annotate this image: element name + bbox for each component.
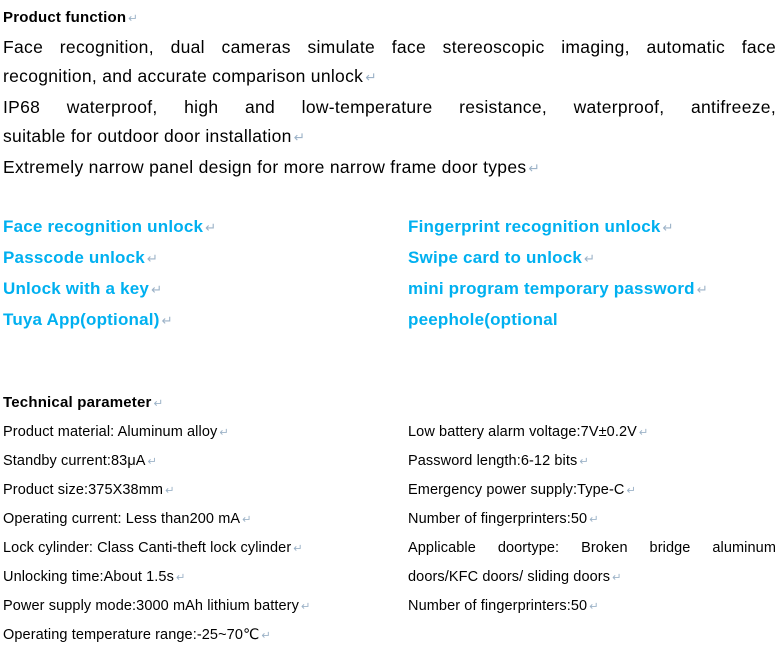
paragraph-mark-icon: ↵ <box>161 314 173 329</box>
feature-text: Passcode unlock <box>3 248 145 267</box>
feature-item <box>408 243 776 274</box>
paragraph-line-text: recognition, and accurate comparison unlock <box>3 66 364 86</box>
paragraph-mark-icon: ↵ <box>365 70 377 86</box>
spec-item <box>3 418 408 447</box>
paragraph-line <box>3 153 776 184</box>
heading-text: Product function <box>3 9 127 26</box>
feature-text: Swipe card to unlock <box>408 248 583 267</box>
feature-item <box>408 305 776 334</box>
spec-text: Product size:375X38mm <box>3 482 164 498</box>
spec-text: Product material: Aluminum alloy <box>3 424 218 440</box>
paragraph-mark-icon: ↵ <box>589 513 599 526</box>
feature-item <box>408 274 776 305</box>
feature-text: Face recognition unlock <box>3 217 204 236</box>
paragraph-mark-icon: ↵ <box>165 484 175 497</box>
feature-item <box>3 243 408 274</box>
paragraph-mark-icon: ↵ <box>528 161 540 177</box>
paragraph-mark-icon: ↵ <box>147 455 158 468</box>
spec-item <box>3 534 408 563</box>
spec-item <box>3 476 408 505</box>
feature-item <box>3 305 408 336</box>
spec-item <box>3 621 408 650</box>
spec-item <box>3 592 408 621</box>
paragraph-mark-icon: ↵ <box>584 252 596 267</box>
spec-item <box>408 505 776 534</box>
spec-item <box>3 505 408 534</box>
paragraph-mark-icon: ↵ <box>205 221 217 236</box>
feature-item <box>408 212 776 243</box>
spec-text: Power supply mode:3000 mAh lithium battery <box>3 598 299 614</box>
feature-text: Fingerprint recognition unlock <box>408 217 661 236</box>
paragraph-mark-icon: ↵ <box>175 571 186 584</box>
paragraph-mark-icon: ↵ <box>261 629 271 642</box>
paragraph-mark-icon: ↵ <box>293 542 303 555</box>
heading-text: Technical parameter <box>3 394 152 411</box>
paragraph-mark-icon: ↵ <box>219 426 229 439</box>
spec-text: Low battery alarm voltage:7V±0.2V <box>408 424 637 440</box>
spec-text: Password length:6-12 bits <box>408 453 578 469</box>
paragraph-mark-icon: ↵ <box>696 283 708 298</box>
spec-text: Operating current: Less than200 mA <box>3 511 241 527</box>
spec-item-wrapped-line1: Applicable doortype: Broken bridge aluminum <box>408 540 776 556</box>
paragraph-mark-icon: ↵ <box>579 455 589 468</box>
paragraph-mark-icon: ↵ <box>662 221 674 236</box>
technical-specs-right-column <box>408 418 776 650</box>
feature-text: mini program temporary password <box>408 279 695 298</box>
paragraph-mark-icon: ↵ <box>300 600 311 613</box>
section-heading-technical-parameter <box>3 388 776 418</box>
unlock-features <box>3 212 776 336</box>
technical-specs-left-column <box>3 418 408 650</box>
paragraph-mark-icon: ↵ <box>589 600 599 613</box>
spec-text: Number of fingerprinters:50 <box>408 511 588 527</box>
spec-item <box>3 447 408 476</box>
spec-text: Standby current:83μA <box>3 453 146 469</box>
paragraph-line-text: suitable for outdoor door installation <box>3 126 292 146</box>
paragraph-mark-icon: ↵ <box>153 396 164 410</box>
paragraph-mark-icon: ↵ <box>612 571 622 584</box>
feature-text: Unlock with a key <box>3 279 150 298</box>
paragraph-mark-icon: ↵ <box>242 513 252 526</box>
paragraph-mark-icon: ↵ <box>128 11 138 25</box>
paragraph-line <box>3 122 776 153</box>
feature-text: Tuya App(optional) <box>3 310 160 329</box>
feature-item <box>3 212 408 243</box>
paragraph-mark-icon: ↵ <box>146 252 158 267</box>
spec-item <box>408 592 776 621</box>
spec-item <box>408 447 776 476</box>
paragraph-mark-icon: ↵ <box>151 283 163 298</box>
paragraph-line <box>3 62 776 93</box>
spec-text: Number of fingerprinters:50 <box>408 598 588 614</box>
paragraph-mark-icon: ↵ <box>293 130 306 146</box>
paragraph-line: IP68 waterproof, high and low-temperature resistance, waterproof, antifreeze, <box>3 97 776 117</box>
spec-item <box>408 476 776 505</box>
feature-item <box>3 274 408 305</box>
spec-text: Emergency power supply:Type-C <box>408 482 625 498</box>
section-heading-product-function <box>3 3 776 33</box>
paragraph-mark-icon: ↵ <box>626 484 636 497</box>
product-function-paragraphs <box>3 33 776 184</box>
spec-text: Unlocking time:About 1.5s <box>3 569 174 585</box>
paragraph-line: Face recognition, dual cameras simulate face stereoscopic imaging, automatic face <box>3 37 776 57</box>
feature-text: peephole(optional <box>408 310 558 329</box>
spec-text: Operating temperature range:-25~70℃ <box>3 627 260 643</box>
spec-item-wrapped-line2 <box>408 563 776 592</box>
paragraph-line-text: Extremely narrow panel design for more narrow frame door types <box>3 157 527 177</box>
spec-item <box>408 418 776 447</box>
spec-text: doors/KFC doors/ sliding doors <box>408 569 611 585</box>
spec-item <box>3 563 408 592</box>
paragraph-mark-icon: ↵ <box>638 426 649 439</box>
unlock-features-left-column <box>3 212 408 336</box>
unlock-features-right-column <box>408 212 776 336</box>
technical-specs <box>3 418 776 650</box>
spec-text: Lock cylinder: Class Canti-theft lock cylinder <box>3 540 292 556</box>
